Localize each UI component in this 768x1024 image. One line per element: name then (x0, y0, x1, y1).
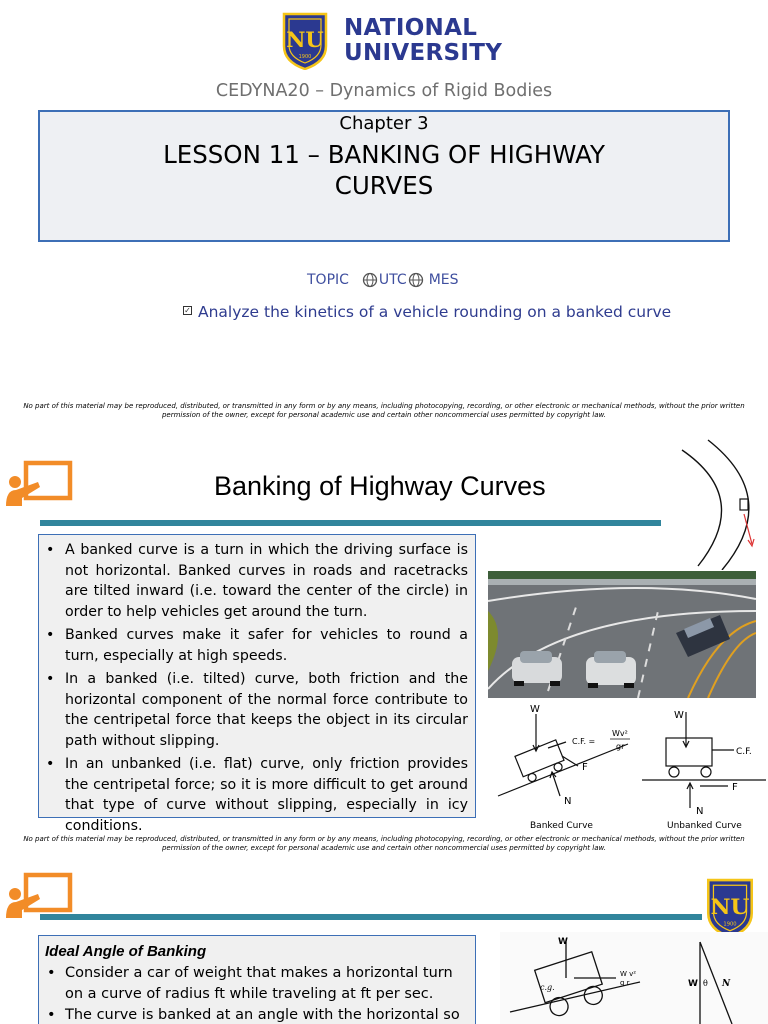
title-underline (40, 914, 702, 920)
topic-label: TOPIC (307, 272, 349, 288)
bullet-item: • In a banked (i.e. tilted) curve, both friction and the horizontal component of the normal force contribute to the centripetal force that keeps the object in its circular path without slipping. (43, 669, 468, 751)
svg-text:N: N (696, 806, 704, 817)
globe-icon (408, 272, 424, 288)
svg-text:g r: g r (620, 979, 630, 987)
topic-right-text: MES (428, 272, 459, 288)
chapter-label: Chapter 3 (339, 113, 429, 134)
svg-text:NU: NU (710, 895, 750, 921)
topic-middle-text: UTC (378, 272, 407, 288)
course-title: CEDYNA20 – Dynamics of Rigid Bodies (215, 81, 553, 101)
bullet-item: • Banked curves make it safer for vehicles to round a turn, especially at high speeds. (43, 625, 468, 666)
svg-text:C.F. =: C.F. = (572, 737, 596, 746)
banked-curve-diagram (488, 700, 638, 818)
svg-text:W v²: W v² (620, 970, 637, 978)
university-seal-icon (280, 12, 330, 70)
globe-icon (362, 272, 378, 288)
presentation-icon (4, 460, 74, 508)
svg-text:NU: NU (286, 27, 324, 52)
university-seal-icon (704, 878, 756, 938)
bullet-item: • A banked curve is a turn in which the driving surface is not horizontal. Banked curves in roads and racetracks are tilted inward (i.e. toward the center of the circle) in order to help vehicles get around the turn. (43, 540, 468, 622)
curve-road-diagram (660, 438, 768, 570)
svg-text:1900: 1900 (723, 921, 737, 928)
university-logo (280, 12, 502, 70)
svg-text:F: F (582, 762, 588, 773)
unbanked-curve-caption: Unbanked Curve (667, 821, 742, 831)
svg-text:C.F.: C.F. (736, 747, 752, 757)
svg-text:1900: 1900 (298, 54, 312, 60)
svg-text:θ: θ (703, 979, 708, 988)
svg-text:W: W (530, 704, 540, 715)
svg-text:gr: gr (616, 742, 625, 751)
banked-curve-caption: Banked Curve (530, 821, 593, 831)
lesson-title: LESSON 11 – BANKING OF HIGHWAY CURVES (163, 140, 605, 200)
svg-text:N: N (722, 979, 731, 989)
topic-outcomes-header (307, 272, 459, 288)
unbanked-curve-diagram (640, 700, 768, 818)
title-underline (40, 520, 661, 526)
copyright-notice: No part of this material may be reproduced, distributed, or transmitted in any form or by any means, including photocopying, recording, or other electronic or mechanical methods, without the prior written permission of the owner, except for personal academic use and certain other noncommercial uses permitted by copyright law. (23, 402, 745, 419)
university-name (344, 16, 502, 66)
svg-text:F: F (732, 782, 738, 793)
svg-text:W: W (688, 979, 698, 989)
ideal-angle-box (38, 935, 476, 1024)
free-body-diagram (500, 932, 768, 1024)
university-name-line1: NATIONAL (344, 15, 478, 41)
checkbox-icon: ✓ (184, 305, 191, 315)
learning-outcome-text: Analyze the kinetics of a vehicle rounding on a banked curve (198, 303, 672, 321)
svg-text:W: W (674, 710, 684, 721)
svg-text:Wv²: Wv² (612, 729, 628, 738)
lesson-title-box (38, 110, 730, 242)
racetrack-photo (488, 571, 756, 698)
section-heading: Ideal Angle of Banking (45, 943, 207, 960)
university-name-line2: UNIVERSITY (344, 40, 503, 66)
copyright-notice: No part of this material may be reproduced, distributed, or transmitted in any form or by any means, including photocopying, recording, or other electronic or mechanical methods, without the prior written permission of the owner, except for personal academic use and certain other noncommercial uses permitted by copyright law. (23, 835, 745, 852)
bullet-item: • Consider a car of weight that makes a horizontal turn on a curve of radius ft while traveling at ft per sec. (43, 963, 468, 1005)
svg-text:c.g.: c.g. (540, 983, 555, 992)
svg-text:N: N (564, 796, 572, 807)
presentation-icon (4, 872, 74, 920)
bullet-item: • In an unbanked (i.e. flat) curve, only friction provides the centripetal force; so it is more difficult to get around that type of curve without slipping, especially in icy conditions. (43, 754, 468, 836)
learning-outcome (183, 303, 671, 321)
banked-curve-explanation (38, 534, 476, 834)
bullet-item: • The curve is banked at an angle with the horizontal so (43, 1005, 468, 1024)
svg-text:W: W (558, 937, 568, 947)
slide-title: Banking of Highway Curves (214, 471, 546, 501)
